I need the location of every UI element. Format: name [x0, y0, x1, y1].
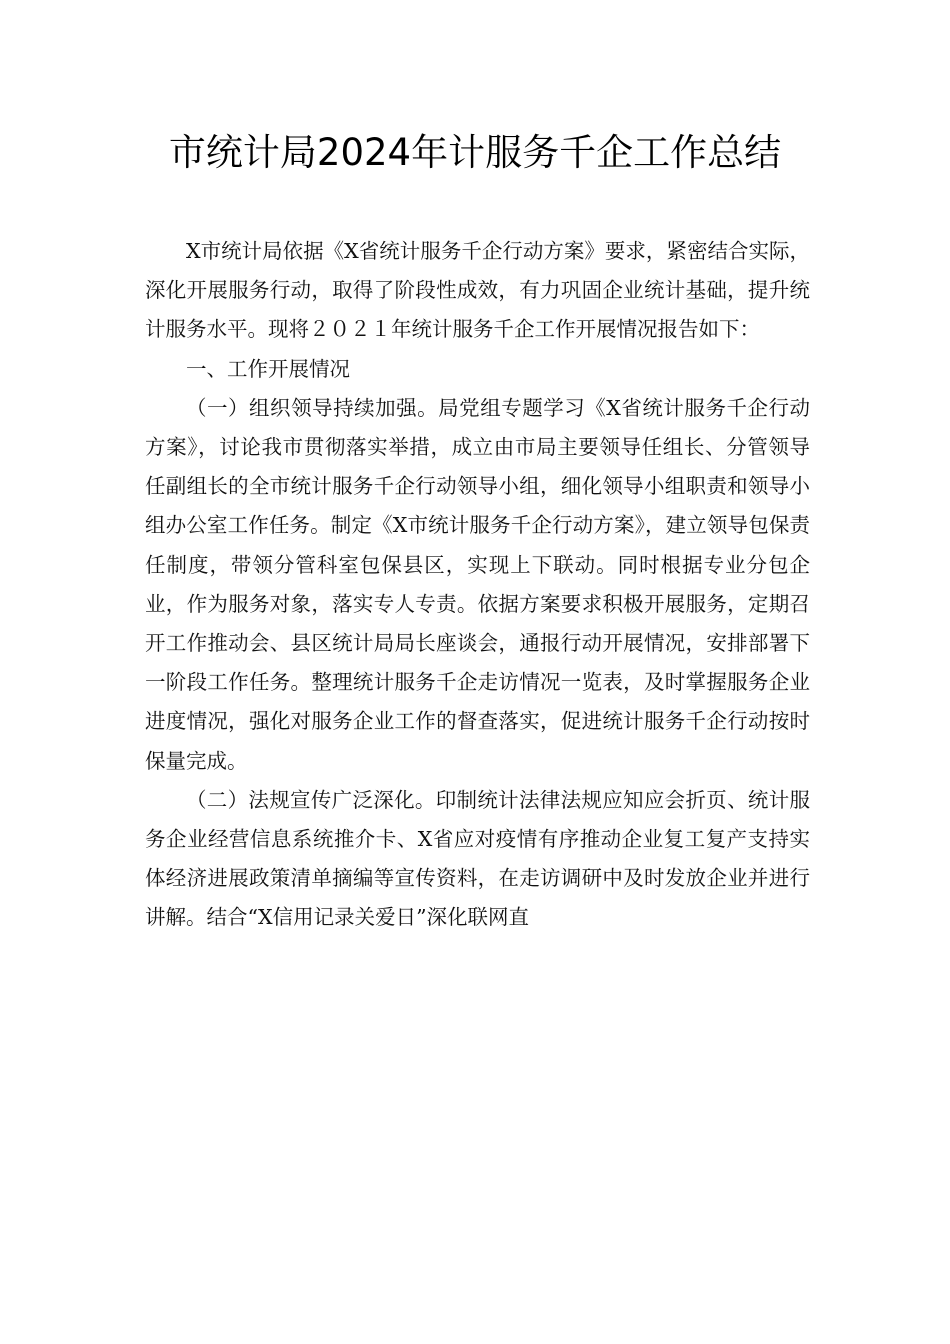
document-body: [145, 232, 810, 938]
paragraph-intro: X市统计局依据《X省统计服务千企行动方案》要求，紧密结合实际，深化开展服务行动，取得了阶段性成效，有力巩固企业统计基础，提升统计服务水平。现将２０２１年统计服务千企工作开展情况报告如下：: [145, 239, 810, 342]
section-heading-1: 一、工作开展情况: [186, 356, 350, 381]
document-title: 市统计局2024年计服务千企工作总结: [168, 131, 782, 174]
paragraph-publicity: （二）法规宣传广泛深化。印制统计法律法规应知应会折页、统计服务企业经营信息系统推介卡、X省应对疫情有序推动企业复工复产支持实体经济进展政策清单摘编等宣传资料，在走访调研中及时发放企业并进行讲解。结合“X信用记录关爱日”深化联网直: [145, 787, 810, 930]
paragraph-organization: （一）组织领导持续加强。局党组专题学习《X省统计服务千企行动方案》，讨论我市贯彻落实举措，成立由市局主要领导任组长、分管领导任副组长的全市统计服务千企行动领导小组，细化领导小组职责和领导小组办公室工作任务。制定《X市统计服务千企行动方案》，建立领导包保责任制度，带领分管科室包保县区，实现上下联动。同时根据专业分包企业，作为服务对象，落实专人专责。依据方案要求积极开展服务，定期召开工作推动会、县区统计局局长座谈会，通报行动开展情况，安排部署下一阶段工作任务。整理统计服务千企走访情况一览表，及时掌握服务企业进度情况，强化对服务企业工作的督查落实，促进统计服务千企行动按时保量完成。: [145, 395, 810, 773]
